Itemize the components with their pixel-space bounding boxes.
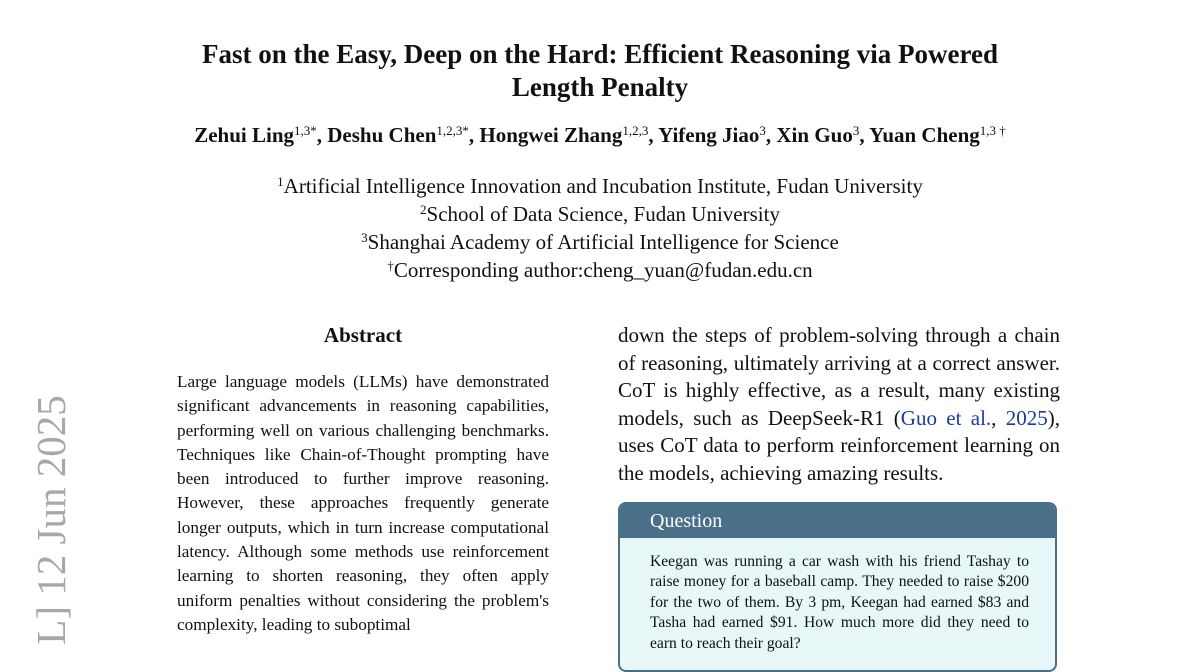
affiliation-text: School of Data Science, Fudan University — [426, 202, 780, 226]
author-list: Zehui Ling$^{1,3*}$, Deshu Chen$^{1,2,3*}$, Hongwei Zhang$^{1,2,3}$, Yifeng Jiao$^3$, Xin Guo$^3$, Yuan Cheng$^{1,3 \dagger}$ — [194, 123, 1006, 147]
paper-title — [150, 38, 1050, 104]
author-affil-mark: 3 — [852, 123, 860, 138]
affiliation-line — [0, 172, 1200, 200]
intro-text-end: ), uses CoT data to perform reinforcement learning on the models, achieving amazing results. — [618, 405, 1060, 485]
affiliation-line — [0, 256, 1200, 284]
author-affil-mark: 3 — [759, 123, 766, 138]
author-name: Xin Guo — [776, 123, 853, 147]
affiliation-line — [0, 228, 1200, 256]
paper-title-line1: Fast on the Easy, Deep on the Hard: Efficient Reasoning via Powered — [202, 39, 998, 69]
abstract-body: Large language models (LLMs) have demonstrated significant advancements in reasoning capabilities, performing well on various challenging benchmarks. Techniques like Chain-of-Thought prompting have been introduced to further improve reasoning. However, these approaches frequently generate longer outputs, which in turn increase computational latency. Although some methods use reinforcement learning to shorten reasoning, they often apply uniform penalties without considering the problem's complexity, leading to suboptimal — [177, 372, 549, 634]
question-box-header: Question — [620, 504, 1055, 538]
affiliation-mark: † — [387, 258, 394, 273]
paper-title-line2: Length Penalty — [511, 72, 689, 102]
author-name: Deshu Chen — [327, 123, 437, 147]
author-name: Yuan Cheng — [869, 123, 980, 147]
citation-separator: , — [991, 405, 1006, 430]
affiliation-text: Shanghai Academy of Artificial Intelligence for Science — [367, 230, 839, 254]
affiliation-text: Artificial Intelligence Innovation and Incubation Institute, Fudan University — [283, 174, 923, 198]
affiliation-mark: 3 — [361, 230, 368, 245]
intro-paragraph — [618, 322, 1060, 488]
affiliation-mark: 2 — [420, 202, 427, 217]
abstract-heading: Abstract — [323, 323, 403, 347]
author-affil-mark: 1,2,3* — [436, 123, 469, 138]
question-box-body: Keegan was running a car wash with his friend Tashay to raise money for a baseball camp. They needed to raise $200 for the two of them. By 3 pm, Keegan had earned $83 and Tasha had earned $91. How much more did they need to earn to reach their goal? — [650, 553, 1029, 652]
intro-text: down the steps of problem-solving through a chain of reasoning, ultimately arriving at a correct answer. CoT is highly effective, as a result, many existing models, such as DeepSeek-R1 ( — [618, 323, 1060, 430]
author-name: Yifeng Jiao — [658, 123, 760, 147]
citation-year-link[interactable]: 2025 — [1005, 405, 1048, 430]
question-box — [618, 502, 1057, 672]
author-affil-mark: 1,2,3 — [622, 123, 649, 138]
affiliation-text: Corresponding author:cheng_yuan@fudan.edu.cn — [393, 258, 813, 282]
affiliation-mark: 1 — [277, 174, 284, 189]
author-affil-mark: 1,3 † — [979, 123, 1006, 138]
arxiv-stamp: L] 12 Jun 2025 — [28, 395, 74, 645]
author-affil-mark: 1,3* — [294, 123, 317, 138]
affiliation-line — [0, 200, 1200, 228]
author-name: Zehui Ling — [194, 123, 295, 147]
citation-author-link[interactable]: Guo et al. — [900, 405, 992, 430]
affiliation-list — [0, 172, 1200, 284]
author-name: Hongwei Zhang — [479, 123, 623, 147]
